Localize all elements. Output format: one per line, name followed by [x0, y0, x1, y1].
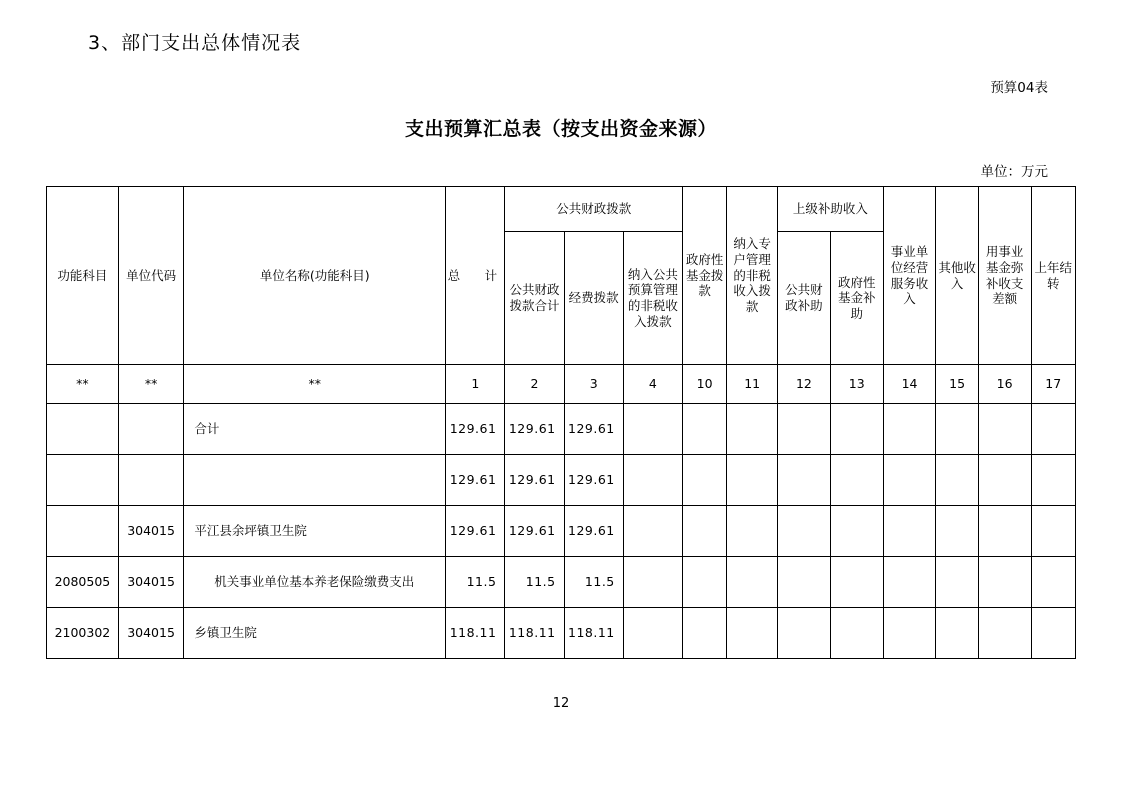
- header-special-account-nontax: 纳入专户管理的非税收入拨款: [727, 187, 778, 365]
- cell-other-income: [936, 608, 978, 659]
- index-other-income: 15: [936, 365, 978, 404]
- cell-function-subject: [47, 506, 119, 557]
- unit-note: 单位：万元: [980, 164, 1048, 180]
- cell-public-finance-total: 11.5: [505, 557, 564, 608]
- cell-prior-year-carryover: [1031, 455, 1075, 506]
- header-public-finance-subsidy: 公共财政补助: [778, 232, 831, 365]
- index-public-finance-total: 2: [505, 365, 564, 404]
- cell-unit-name: 机关事业单位基本养老保险缴费支出: [184, 557, 446, 608]
- index-unit-name: **: [184, 365, 446, 404]
- cell-public-finance-subsidy: [778, 404, 831, 455]
- index-gov-fund-subsidy: 13: [830, 365, 883, 404]
- cell-gov-fund-allocation: [682, 404, 726, 455]
- table-header: [47, 187, 1076, 365]
- cell-total: 129.61: [446, 455, 505, 506]
- cell-nontax-into-public: [623, 608, 682, 659]
- cell-public-finance-subsidy: [778, 557, 831, 608]
- cell-public-finance-subsidy: [778, 608, 831, 659]
- cell-gov-fund-subsidy: [830, 404, 883, 455]
- cell-function-subject: [47, 455, 119, 506]
- cell-other-income: [936, 404, 978, 455]
- cell-fund-balance-cover: [978, 455, 1031, 506]
- index-nontax-into-public: 4: [623, 365, 682, 404]
- cell-gov-fund-allocation: [682, 455, 726, 506]
- cell-unit-name: 平江县余坪镇卫生院: [184, 506, 446, 557]
- cell-public-finance-total: 129.61: [505, 506, 564, 557]
- cell-fund-balance-cover: [978, 557, 1031, 608]
- cell-unit-name: [184, 455, 446, 506]
- section-heading: 3、部门支出总体情况表: [88, 32, 302, 54]
- cell-gov-fund-allocation: [682, 557, 726, 608]
- header-unit-code: 单位代码: [118, 187, 183, 365]
- cell-function-subject: [47, 404, 119, 455]
- table-row: [47, 455, 1076, 506]
- budget-table-container: [46, 186, 1076, 659]
- cell-special-account-nontax: [727, 404, 778, 455]
- header-group-superior-subsidy: 上级补助收入: [778, 187, 884, 232]
- cell-gov-fund-subsidy: [830, 608, 883, 659]
- cell-gov-fund-subsidy: [830, 455, 883, 506]
- cell-prior-year-carryover: [1031, 557, 1075, 608]
- cell-special-account-nontax: [727, 608, 778, 659]
- cell-function-subject: 2080505: [47, 557, 119, 608]
- header-gov-fund-subsidy: 政府性基金补助: [830, 232, 883, 365]
- cell-operating-allocation: 11.5: [564, 557, 623, 608]
- header-gov-fund-allocation: 政府性基金拨款: [682, 187, 726, 365]
- index-operating-allocation: 3: [564, 365, 623, 404]
- cell-public-finance-total: 129.61: [505, 455, 564, 506]
- cell-function-subject: 2100302: [47, 608, 119, 659]
- cell-fund-balance-cover: [978, 608, 1031, 659]
- cell-total: 118.11: [446, 608, 505, 659]
- index-total: 1: [446, 365, 505, 404]
- cell-fund-balance-cover: [978, 506, 1031, 557]
- cell-gov-fund-subsidy: [830, 506, 883, 557]
- cell-special-account-nontax: [727, 455, 778, 506]
- cell-public-finance-total: 118.11: [505, 608, 564, 659]
- table-row: [47, 608, 1076, 659]
- cell-operating-allocation: 129.61: [564, 506, 623, 557]
- cell-fund-balance-cover: [978, 404, 1031, 455]
- index-special-account-nontax: 11: [727, 365, 778, 404]
- cell-total: 129.61: [446, 506, 505, 557]
- form-code-label: 预算04表: [990, 80, 1048, 96]
- cell-unit-code: [118, 455, 183, 506]
- header-unit-name: 单位名称(功能科目): [184, 187, 446, 365]
- header-total: 总 计: [446, 187, 505, 365]
- cell-total: 11.5: [446, 557, 505, 608]
- cell-total: 129.61: [446, 404, 505, 455]
- cell-nontax-into-public: [623, 455, 682, 506]
- cell-unit-code: [118, 404, 183, 455]
- header-row-1: [47, 187, 1076, 232]
- cell-gov-fund-subsidy: [830, 557, 883, 608]
- cell-public-finance-subsidy: [778, 506, 831, 557]
- cell-other-income: [936, 455, 978, 506]
- cell-operating-allocation: 129.61: [564, 455, 623, 506]
- cell-business-operating-income: [883, 404, 936, 455]
- cell-gov-fund-allocation: [682, 506, 726, 557]
- cell-business-operating-income: [883, 608, 936, 659]
- cell-business-operating-income: [883, 557, 936, 608]
- index-public-finance-subsidy: 12: [778, 365, 831, 404]
- index-fund-balance-cover: 16: [978, 365, 1031, 404]
- cell-other-income: [936, 557, 978, 608]
- cell-operating-allocation: 118.11: [564, 608, 623, 659]
- table-body: [47, 365, 1076, 659]
- index-business-operating-income: 14: [883, 365, 936, 404]
- cell-public-finance-total: 129.61: [505, 404, 564, 455]
- cell-prior-year-carryover: [1031, 608, 1075, 659]
- cell-business-operating-income: [883, 506, 936, 557]
- cell-special-account-nontax: [727, 506, 778, 557]
- header-nontax-into-public: 纳入公共预算管理的非税收入拨款: [623, 232, 682, 365]
- header-public-finance-total: 公共财政拨款合计: [505, 232, 564, 365]
- cell-nontax-into-public: [623, 506, 682, 557]
- header-prior-year-carryover: 上年结转: [1031, 187, 1075, 365]
- cell-special-account-nontax: [727, 557, 778, 608]
- cell-nontax-into-public: [623, 404, 682, 455]
- column-index-row: [47, 365, 1076, 404]
- page-number: 12: [552, 696, 570, 711]
- header-other-income: 其他收入: [936, 187, 978, 365]
- budget-table: [46, 186, 1076, 659]
- cell-gov-fund-allocation: [682, 608, 726, 659]
- header-function-subject: 功能科目: [47, 187, 119, 365]
- table-row: [47, 506, 1076, 557]
- table-row: [47, 404, 1076, 455]
- header-group-public-finance: 公共财政拨款: [505, 187, 682, 232]
- cell-business-operating-income: [883, 455, 936, 506]
- cell-unit-name: 合计: [184, 404, 446, 455]
- cell-operating-allocation: 129.61: [564, 404, 623, 455]
- cell-other-income: [936, 506, 978, 557]
- cell-public-finance-subsidy: [778, 455, 831, 506]
- cell-unit-code: 304015: [118, 608, 183, 659]
- cell-unit-name: 乡镇卫生院: [184, 608, 446, 659]
- header-fund-balance-cover: 用事业基金弥补收支差额: [978, 187, 1031, 365]
- table-row: [47, 557, 1076, 608]
- header-operating-allocation: 经费拨款: [564, 232, 623, 365]
- index-unit-code: **: [118, 365, 183, 404]
- index-gov-fund-allocation: 10: [682, 365, 726, 404]
- header-business-operating-income: 事业单位经营服务收入: [883, 187, 936, 365]
- index-function-subject: **: [47, 365, 119, 404]
- cell-unit-code: 304015: [118, 557, 183, 608]
- cell-prior-year-carryover: [1031, 404, 1075, 455]
- cell-nontax-into-public: [623, 557, 682, 608]
- cell-unit-code: 304015: [118, 506, 183, 557]
- cell-prior-year-carryover: [1031, 506, 1075, 557]
- index-prior-year-carryover: 17: [1031, 365, 1075, 404]
- page-title: 支出预算汇总表（按支出资金来源）: [404, 118, 717, 140]
